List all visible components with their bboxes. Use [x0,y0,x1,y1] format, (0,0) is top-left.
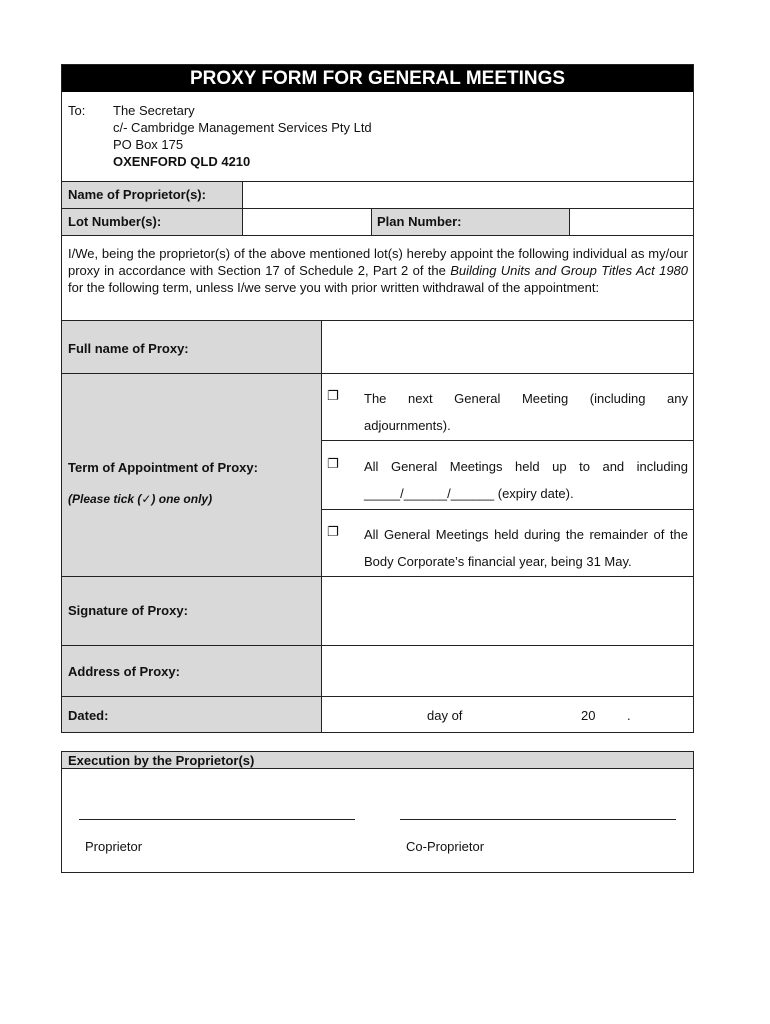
appointment-statement [68,245,688,296]
tick-instruction: (Please tick (✓) one only) [68,492,213,506]
to-label: To: [68,103,86,118]
term-of-appointment-label: Term of Appointment of Proxy: [68,460,258,475]
appointment-text-b: for the following term, unless I/we serve you with prior written withdrawal of the appointment: [68,280,600,295]
option-1-checkbox[interactable]: ❐ [327,389,339,404]
form-title: PROXY FORM FOR GENERAL MEETINGS [62,65,693,92]
option-2-text: All General Meetings held up to and including _____/______/______ (expiry date). [364,459,688,501]
signature-of-proxy-field[interactable] [322,577,693,645]
co-proprietor-signature-line[interactable] [400,819,676,820]
signature-of-proxy-label: Signature of Proxy: [68,603,188,618]
full-name-of-proxy-label: Full name of Proxy: [68,341,189,356]
option-2-checkbox[interactable]: ❐ [327,457,339,472]
name-of-proprietors-field[interactable] [243,182,693,208]
option-3-text: All General Meetings held during the remainder of the Body Corporate’s financial year, being 31 May. [364,527,688,569]
option-3-checkbox[interactable]: ❐ [327,525,339,540]
full-name-of-proxy-field[interactable] [322,321,693,373]
plan-number-field[interactable] [570,209,693,235]
proprietor-label: Proprietor [85,839,143,854]
plan-number-label: Plan Number: [377,214,462,229]
address-of-proxy-label: Address of Proxy: [68,664,180,679]
co-proprietor-label: Co-Proprietor [406,839,485,854]
execution-section [61,751,694,873]
proxy-form [61,64,694,733]
lot-numbers-label: Lot Number(s): [68,214,162,229]
dated-day-of: day of [427,708,463,723]
act-name: Building Units and Group Titles Act 1980 [450,263,689,278]
address-line-2: c/- Cambridge Management Services Pty Ltd [113,120,372,135]
option-1-text: The next General Meeting (including any adjournments). [364,391,688,433]
address-line-4: OXENFORD QLD 4210 [113,154,251,169]
dated-end: . [627,708,631,723]
execution-heading: Execution by the Proprietor(s) [62,752,693,769]
dated-label: Dated: [68,708,109,723]
proprietor-signature-line[interactable] [79,819,355,820]
address-of-proxy-field[interactable] [322,646,693,696]
dated-field[interactable] [322,697,693,732]
address-line-1: The Secretary [113,103,195,118]
lot-numbers-field[interactable] [243,209,371,235]
dated-year: 20 [581,708,596,723]
recipient-address [113,102,372,170]
address-line-3: PO Box 175 [113,137,184,152]
name-of-proprietors-label: Name of Proprietor(s): [68,187,206,202]
appointment-text-a: I/We, being the proprietor(s) of the above mentioned lot(s) hereby appoint the following individual as my/our proxy in accordance with Section 17 of Schedule 2, Part 2 of the [68,246,688,278]
